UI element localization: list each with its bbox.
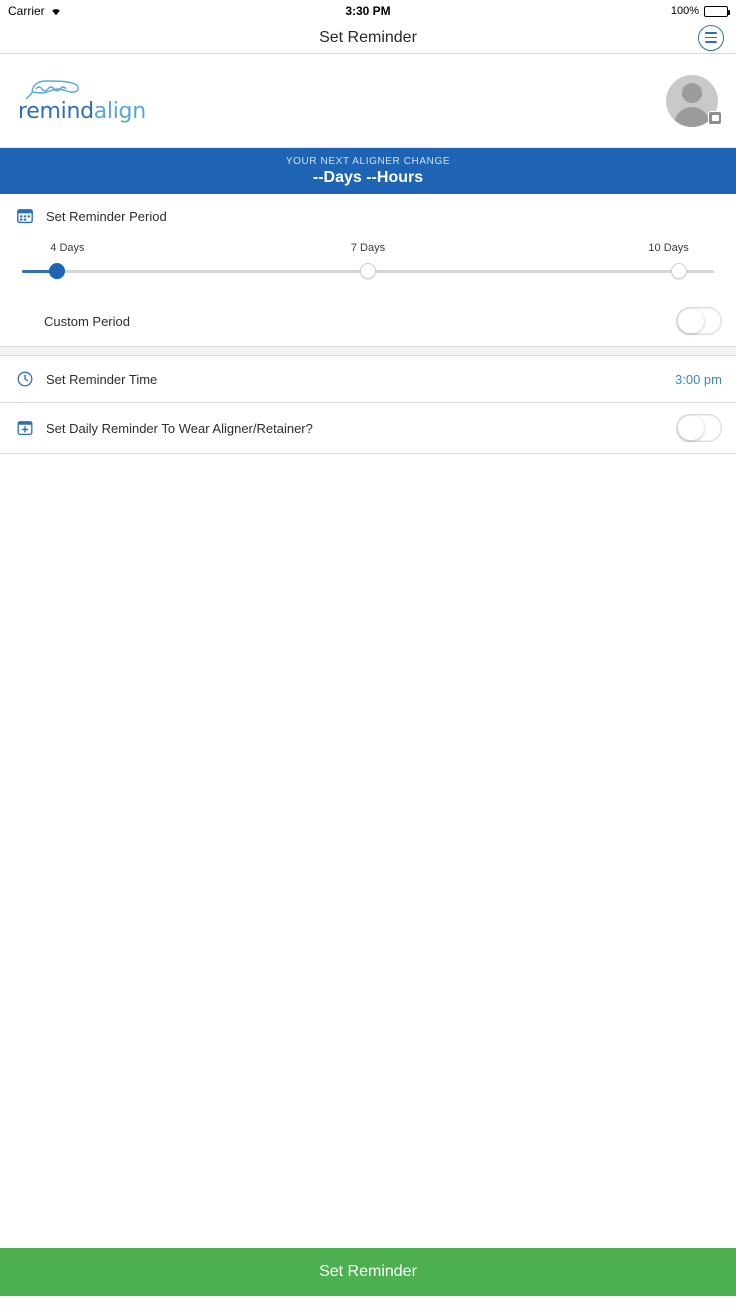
slider-tick-labels <box>34 242 702 258</box>
slider-knob-7-days[interactable] <box>360 263 376 279</box>
calendar-icon <box>14 205 36 227</box>
banner-caption: YOUR NEXT ALIGNER CHANGE <box>285 155 451 167</box>
status-bar-left <box>8 4 62 18</box>
logo-text <box>18 99 146 124</box>
battery-percent-label: 100% <box>670 5 699 17</box>
reminder-period-row <box>0 194 736 238</box>
reminder-period-label: Set Reminder Period <box>46 208 167 224</box>
custom-period-row <box>0 296 736 346</box>
daily-reminder-toggle[interactable] <box>676 414 722 442</box>
set-reminder-button-label: Set Reminder <box>319 1263 417 1280</box>
status-bar-clock <box>0 0 736 22</box>
clock-label: 3:30 PM <box>345 4 391 18</box>
reminder-period-slider[interactable] <box>22 260 714 282</box>
brand-header <box>0 54 736 148</box>
next-aligner-banner <box>0 148 736 194</box>
logo-text-first: remind <box>18 99 94 124</box>
reminder-period-section <box>0 194 736 346</box>
daily-reminder-label: Set Daily Reminder To Wear Aligner/Retainer? <box>46 420 313 436</box>
reminder-period-slider-block <box>0 238 736 296</box>
app-logo <box>18 77 146 124</box>
hamburger-menu-icon[interactable] <box>698 25 724 51</box>
wifi-icon <box>50 6 62 16</box>
banner-countdown: --Days --Hours <box>312 168 424 186</box>
squiggle-logo-icon <box>18 77 98 99</box>
set-reminder-button[interactable] <box>0 1248 736 1296</box>
slider-tick-10-days: 10 Days <box>648 242 689 254</box>
logo-text-second: align <box>93 99 146 124</box>
slider-knob-10-days[interactable] <box>671 263 687 279</box>
bottom-safe-area <box>0 1296 736 1308</box>
custom-period-toggle[interactable] <box>676 307 722 335</box>
slider-tick-4-days: 4 Days <box>50 242 85 254</box>
section-separator <box>0 346 736 356</box>
battery-full-icon <box>704 6 728 17</box>
clock-icon <box>14 368 36 390</box>
custom-period-label: Custom Period <box>44 313 130 329</box>
status-bar <box>0 0 736 22</box>
navigation-bar <box>0 22 736 54</box>
camera-badge-icon[interactable] <box>708 111 722 125</box>
daily-reminder-row <box>0 403 736 453</box>
slider-tick-7-days: 7 Days <box>350 242 386 254</box>
slider-knob-4-days[interactable] <box>49 263 65 279</box>
carrier-label: Carrier <box>8 4 45 18</box>
reminder-time-label: Set Reminder Time <box>46 371 158 387</box>
reminder-time-section <box>0 356 736 454</box>
reminder-time-row[interactable] <box>0 356 736 402</box>
page-title: Set Reminder <box>319 28 417 46</box>
status-bar-right <box>671 5 728 17</box>
reminder-time-value[interactable]: 3:00 pm <box>675 371 722 387</box>
content-spacer <box>0 454 736 1248</box>
add-calendar-icon <box>14 417 36 439</box>
